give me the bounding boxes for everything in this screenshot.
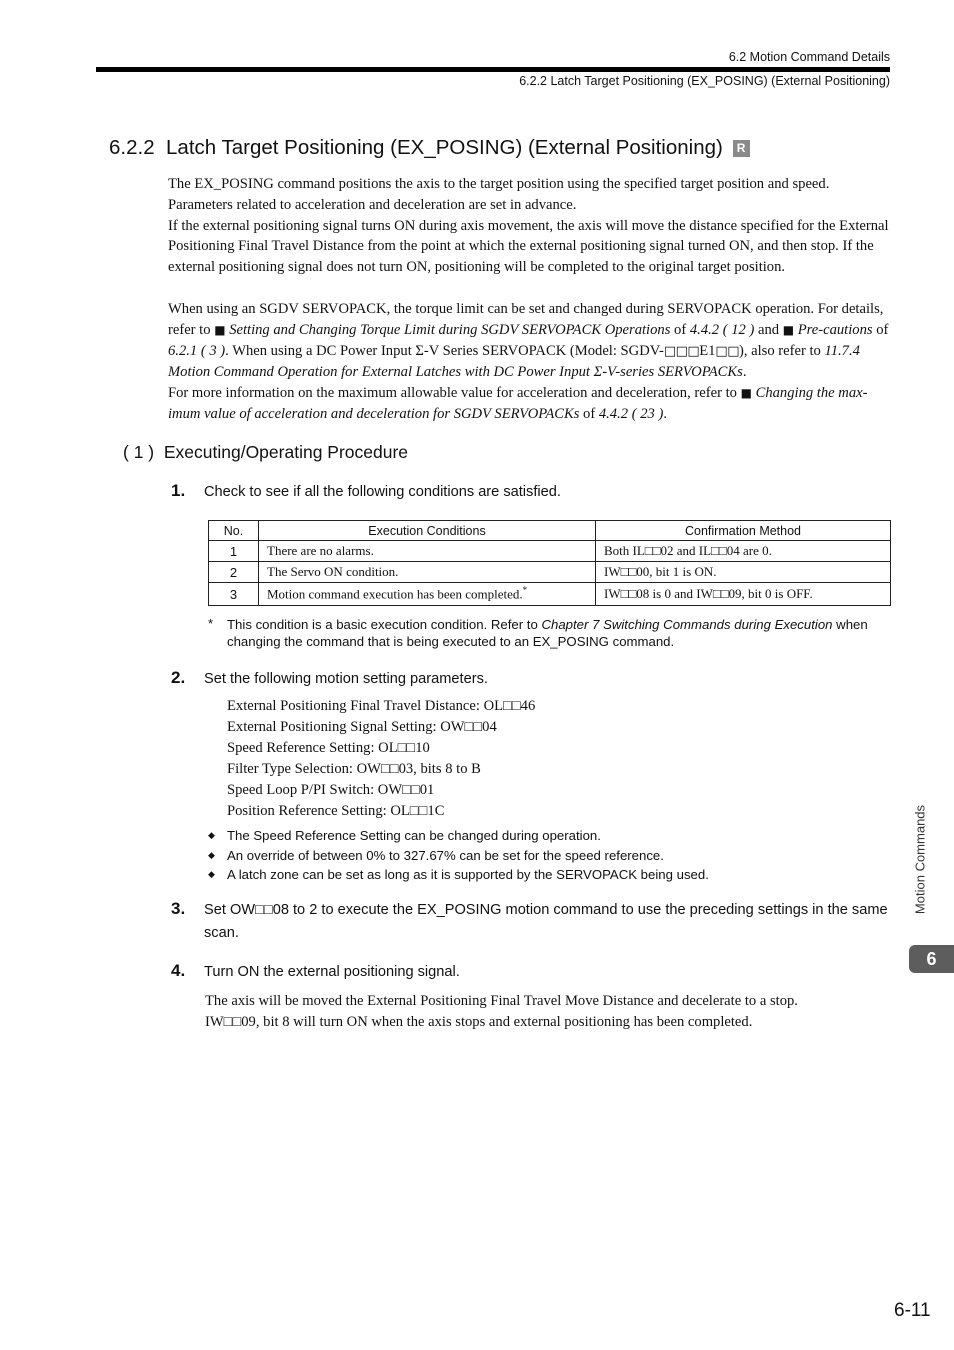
cell-condition: There are no alarms. — [259, 541, 596, 562]
cell-no: 1 — [209, 541, 259, 562]
section-title: Latch Target Positioning (EX_POSING) (External Positioning) — [166, 136, 723, 159]
diamond-bullet-icon: ◆ — [208, 869, 215, 879]
bullet-item — [208, 846, 888, 866]
placeholder-boxes: □□□ — [663, 343, 700, 359]
intro-paragraph-1: The EX_POSING command positions the axis to the target position using the specified target position and speed. Parameters related to acceleration and deceleration are set in advance. — [168, 176, 830, 213]
cell-method: IW□□08 is 0 and IW□□09, bit 0 is OFF. — [596, 583, 891, 606]
running-header-subsection: 6.2.2 Latch Target Positioning (EX_POSING) (External Positioning) — [519, 74, 890, 88]
page-number: 6-11 — [894, 1300, 931, 1321]
step-4-result — [205, 991, 895, 1033]
list-item: Position Reference Setting: OL□□1C — [227, 803, 445, 819]
and-text: and — [757, 321, 780, 338]
footnote-text-2: when changing the command that is being executed to an EX_POSING command. — [227, 617, 868, 649]
placeholder-boxes: □□ — [715, 343, 739, 359]
footnote-text — [227, 616, 891, 650]
square-bullet-icon: ■ — [214, 322, 226, 337]
of-text: of — [583, 405, 596, 422]
cell-condition: The Servo ON condition. — [259, 562, 596, 583]
model-e1: E1 — [699, 342, 716, 359]
step-text: Check to see if all the following conditions are satisfied. — [204, 484, 561, 500]
list-item: External Positioning Final Travel Distance: OL□□46 — [227, 698, 536, 714]
sgdv-paragraph — [168, 299, 892, 425]
of-text: of — [674, 321, 687, 338]
ref-max-acceleration: Changing the max-imum value of acceleration and deceleration for SGDV SERVOPACKs — [168, 385, 868, 422]
footnote-text-1: This condition is a basic execution condition. Refer to — [227, 617, 542, 632]
list-item: External Positioning Signal Setting: OW□□04 — [227, 719, 497, 735]
ref-section-4-4-2-12: 4.4.2 ( 12 ) — [689, 321, 755, 338]
list-item: Filter Type Selection: OW□□03, bits 8 to B — [227, 761, 481, 777]
footnote-marker: * — [208, 616, 214, 631]
running-header-section: 6.2 Motion Command Details — [728, 50, 890, 64]
header-rule — [96, 67, 890, 72]
chapter-side-label: Motion Commands — [912, 804, 928, 915]
table-row — [209, 562, 891, 583]
footnote-marker: * — [522, 585, 528, 596]
bullet-item — [208, 865, 888, 885]
column-header: Execution Conditions — [259, 521, 596, 541]
ref-section-11-7-4: 11.7.4 Motion Command Operation for External Latches with DC Power Input Σ-V-series SERVOPACKs — [168, 342, 860, 381]
parameter-list — [227, 696, 535, 822]
square-bullet-icon: ■ — [740, 386, 752, 401]
maxacc-text-1: For more information on the maximum allowable value for acceleration and deceleration, refer to — [168, 385, 737, 402]
period: . — [742, 364, 747, 381]
cell-condition — [259, 583, 596, 606]
ref-precautions: Pre-cautions — [797, 321, 873, 338]
bullet-text: An override of between 0% to 327.67% can be set for the speed reference. — [227, 847, 664, 863]
ref-section-6-2-1-3: 6.2.1 ( 3 ) — [168, 342, 226, 359]
ref-torque-limit: Setting and Changing Torque Limit during SGDV SERVOPACK Operations — [229, 321, 671, 338]
step-text: Set the following motion setting parameters. — [204, 671, 488, 687]
bullet-item — [208, 826, 888, 846]
column-header: No. — [209, 521, 259, 541]
intro-text — [168, 174, 892, 278]
column-header: Confirmation Method — [596, 521, 891, 541]
step-number: 2. — [171, 668, 186, 687]
sgdv-text-3: ), also refer to — [738, 342, 821, 359]
section-number: 6.2.2 — [109, 136, 155, 159]
section-heading — [109, 136, 750, 160]
cell-method: IW□□00, bit 1 is ON. — [596, 562, 891, 583]
sgdv-text-1: When using an SGDV SERVOPACK, the torque limit can be set and changed during SERVOPACK operation. For details, refer to — [168, 301, 884, 338]
conditions-table — [208, 520, 891, 606]
table-header-row — [209, 521, 891, 541]
condition-text: Motion command execution has been completed. — [267, 586, 523, 602]
subsection-label: ( 1 ) — [123, 442, 155, 462]
bullet-text: The Speed Reference Setting can be changed during operation. — [227, 828, 601, 843]
sgdv-text-2: . When using a DC Power Input Σ-V Series SERVOPACK (Model: SGDV- — [225, 342, 664, 359]
list-item: Speed Reference Setting: OL□□10 — [227, 740, 430, 756]
step-number: 3. — [171, 899, 186, 918]
step-number: 4. — [171, 961, 186, 980]
period: . — [663, 405, 667, 422]
cell-method: Both IL□□02 and IL□□04 are 0. — [596, 541, 891, 562]
r-badge-icon: R — [733, 140, 750, 157]
table-row — [209, 541, 891, 562]
list-item: Speed Loop P/PI Switch: OW□□01 — [227, 782, 435, 798]
cell-no: 2 — [209, 562, 259, 583]
step-text: Set OW□□08 to 2 to execute the EX_POSING motion command to use the preceding settings in the same scan. — [204, 902, 888, 941]
chapter-tab: 6 — [909, 945, 954, 973]
note-bullets — [208, 826, 888, 885]
result-line-1: The axis will be moved the External Positioning Final Travel Move Distance and decelerate to a stop. — [205, 993, 798, 1009]
step-number: 1. — [171, 481, 186, 500]
square-bullet-icon: ■ — [782, 322, 795, 337]
intro-paragraph-2: If the external positioning signal turns ON during axis movement, the axis will move the distance specified for the External Positioning Final Travel Distance from the point at which the external positioning signal turned ON, and then stop. If the external positioning signal does not turn ON, positioning will be completed to the original target position. — [168, 217, 889, 276]
ref-section-4-4-2-23: 4.4.2 ( 23 ) — [598, 405, 664, 422]
footnote-chapter-ref: Chapter 7 Switching Commands during Execution — [541, 617, 833, 632]
bullet-text: A latch zone can be set as long as it is supported by the SERVOPACK being used. — [227, 867, 709, 882]
cell-no: 3 — [209, 583, 259, 606]
result-line-2: IW□□09, bit 8 will turn ON when the axis stops and external positioning has been completed. — [205, 1013, 753, 1030]
step-text: Turn ON the external positioning signal. — [204, 964, 460, 980]
table-row — [209, 583, 891, 606]
subsection-title: Executing/Operating Procedure — [163, 442, 409, 462]
subsection-heading — [123, 442, 408, 463]
diamond-bullet-icon: ◆ — [208, 830, 215, 840]
of-text: of — [876, 321, 889, 338]
diamond-bullet-icon: ◆ — [208, 849, 215, 860]
